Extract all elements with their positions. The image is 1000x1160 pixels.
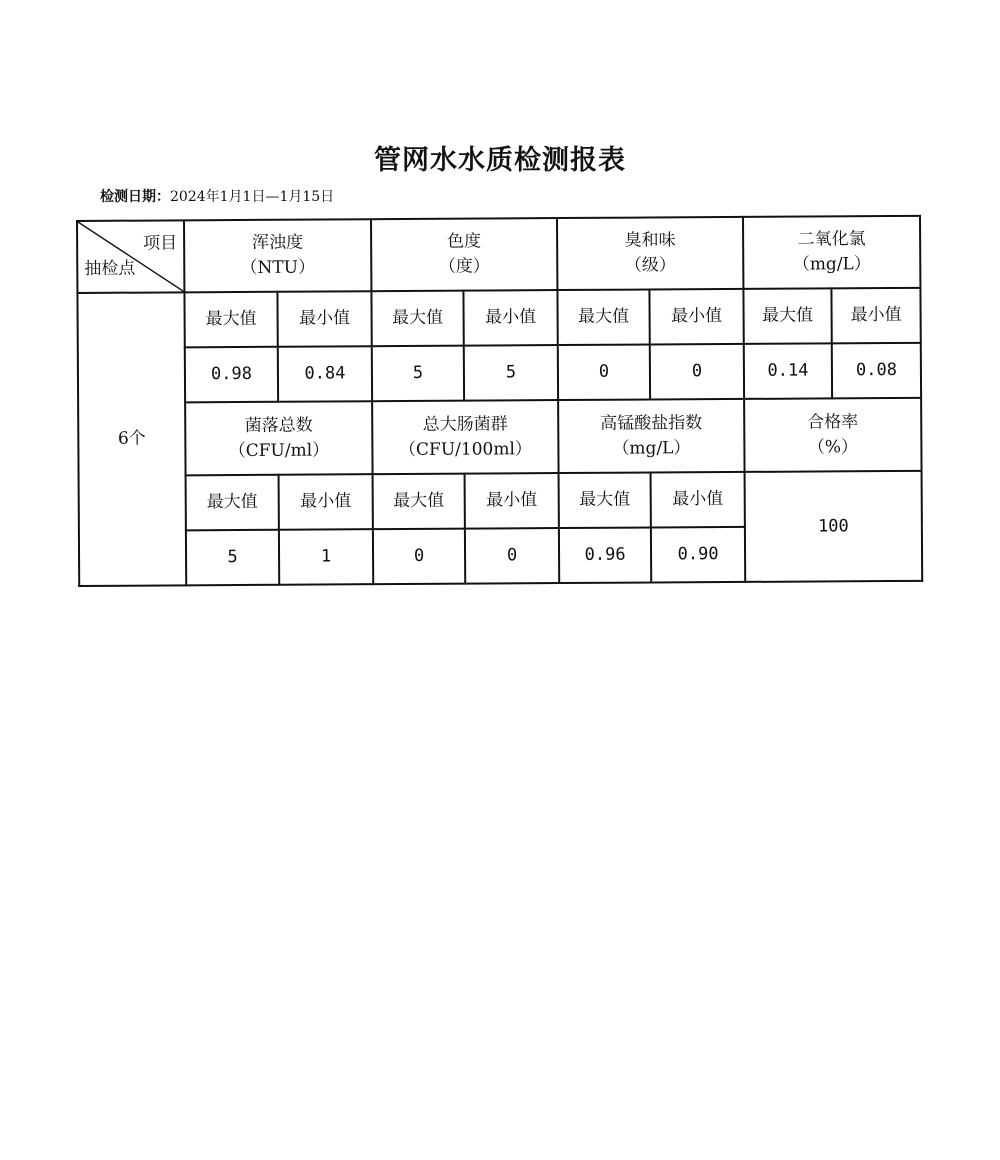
- header-unit: （mg/L）: [612, 437, 691, 459]
- date-value: 2024年1月1日—1月15日: [170, 189, 335, 205]
- header-unit: （CFU/100ml）: [398, 438, 532, 460]
- header-name: 合格率: [807, 412, 859, 433]
- permanganate-index-min: 0.90: [651, 527, 745, 583]
- color-header: [371, 218, 557, 291]
- report-title: 管网水水质检测报表: [374, 145, 626, 176]
- permanganate-index-max: 0.96: [559, 527, 651, 583]
- detection-date: [100, 186, 334, 206]
- min-label: 最小值: [465, 473, 559, 529]
- header-name: 二氧化氯: [797, 229, 866, 250]
- colony-count-min: 1: [279, 529, 373, 585]
- color-max: 5: [372, 346, 464, 402]
- max-label: 最大值: [743, 288, 831, 344]
- odor-header: [557, 217, 743, 290]
- coliform-max: 0: [373, 529, 465, 585]
- max-label: 最大值: [184, 292, 277, 348]
- header-name: 菌落总数: [244, 415, 313, 436]
- min-label: 最小值: [463, 290, 557, 346]
- header-unit: （CFU/ml）: [228, 439, 330, 461]
- min-label: 最小值: [279, 474, 373, 530]
- chlorine-dioxide-min: 0.08: [832, 343, 921, 399]
- coliform-min: 0: [465, 528, 559, 584]
- header-unit: （NTU）: [240, 257, 316, 278]
- header-name: 臭和味: [624, 230, 676, 252]
- permanganate-index-header: [558, 399, 744, 473]
- header-unit: （度）: [438, 256, 490, 277]
- min-label: 最小值: [277, 291, 371, 347]
- date-label: 检测日期：: [100, 189, 170, 205]
- max-label: 最大值: [186, 475, 279, 531]
- chlorine-dioxide-max: 0.14: [744, 343, 832, 399]
- max-label: 最大值: [557, 289, 649, 345]
- header-name: 总大肠菌群: [422, 414, 508, 435]
- min-label: 最小值: [649, 289, 743, 345]
- corner-header: [77, 220, 184, 293]
- max-label: 最大值: [373, 474, 465, 530]
- pass-rate-header: [744, 398, 921, 472]
- min-label: 最小值: [831, 288, 920, 344]
- turbidity-max: 0.98: [185, 347, 278, 403]
- chlorine-dioxide-header: [743, 216, 920, 289]
- turbidity-min: 0.84: [278, 346, 372, 402]
- coliform-header: [372, 400, 558, 474]
- sample-count: 6个: [77, 292, 186, 586]
- water-quality-table: [76, 215, 923, 587]
- header-unit: （%）: [807, 436, 859, 458]
- odor-max: 0: [558, 344, 650, 400]
- odor-min: 0: [650, 344, 744, 400]
- header-name: 色度: [447, 231, 482, 253]
- turbidity-header: [184, 219, 371, 292]
- header-unit: （mg/L）: [792, 254, 871, 275]
- header-unit: （级）: [624, 255, 676, 276]
- min-label: 最小值: [651, 472, 745, 528]
- max-label: 最大值: [559, 472, 651, 528]
- color-min: 5: [464, 345, 558, 401]
- colony-count-max: 5: [186, 530, 279, 586]
- header-name: 高锰酸盐指数: [600, 413, 703, 434]
- colony-count-header: [185, 401, 372, 475]
- corner-item-label: 项目: [143, 233, 178, 254]
- corner-point-label: 抽检点: [84, 258, 136, 280]
- max-label: 最大值: [371, 291, 463, 347]
- header-name: 浑浊度: [252, 232, 304, 254]
- pass-rate-value: 100: [745, 471, 923, 582]
